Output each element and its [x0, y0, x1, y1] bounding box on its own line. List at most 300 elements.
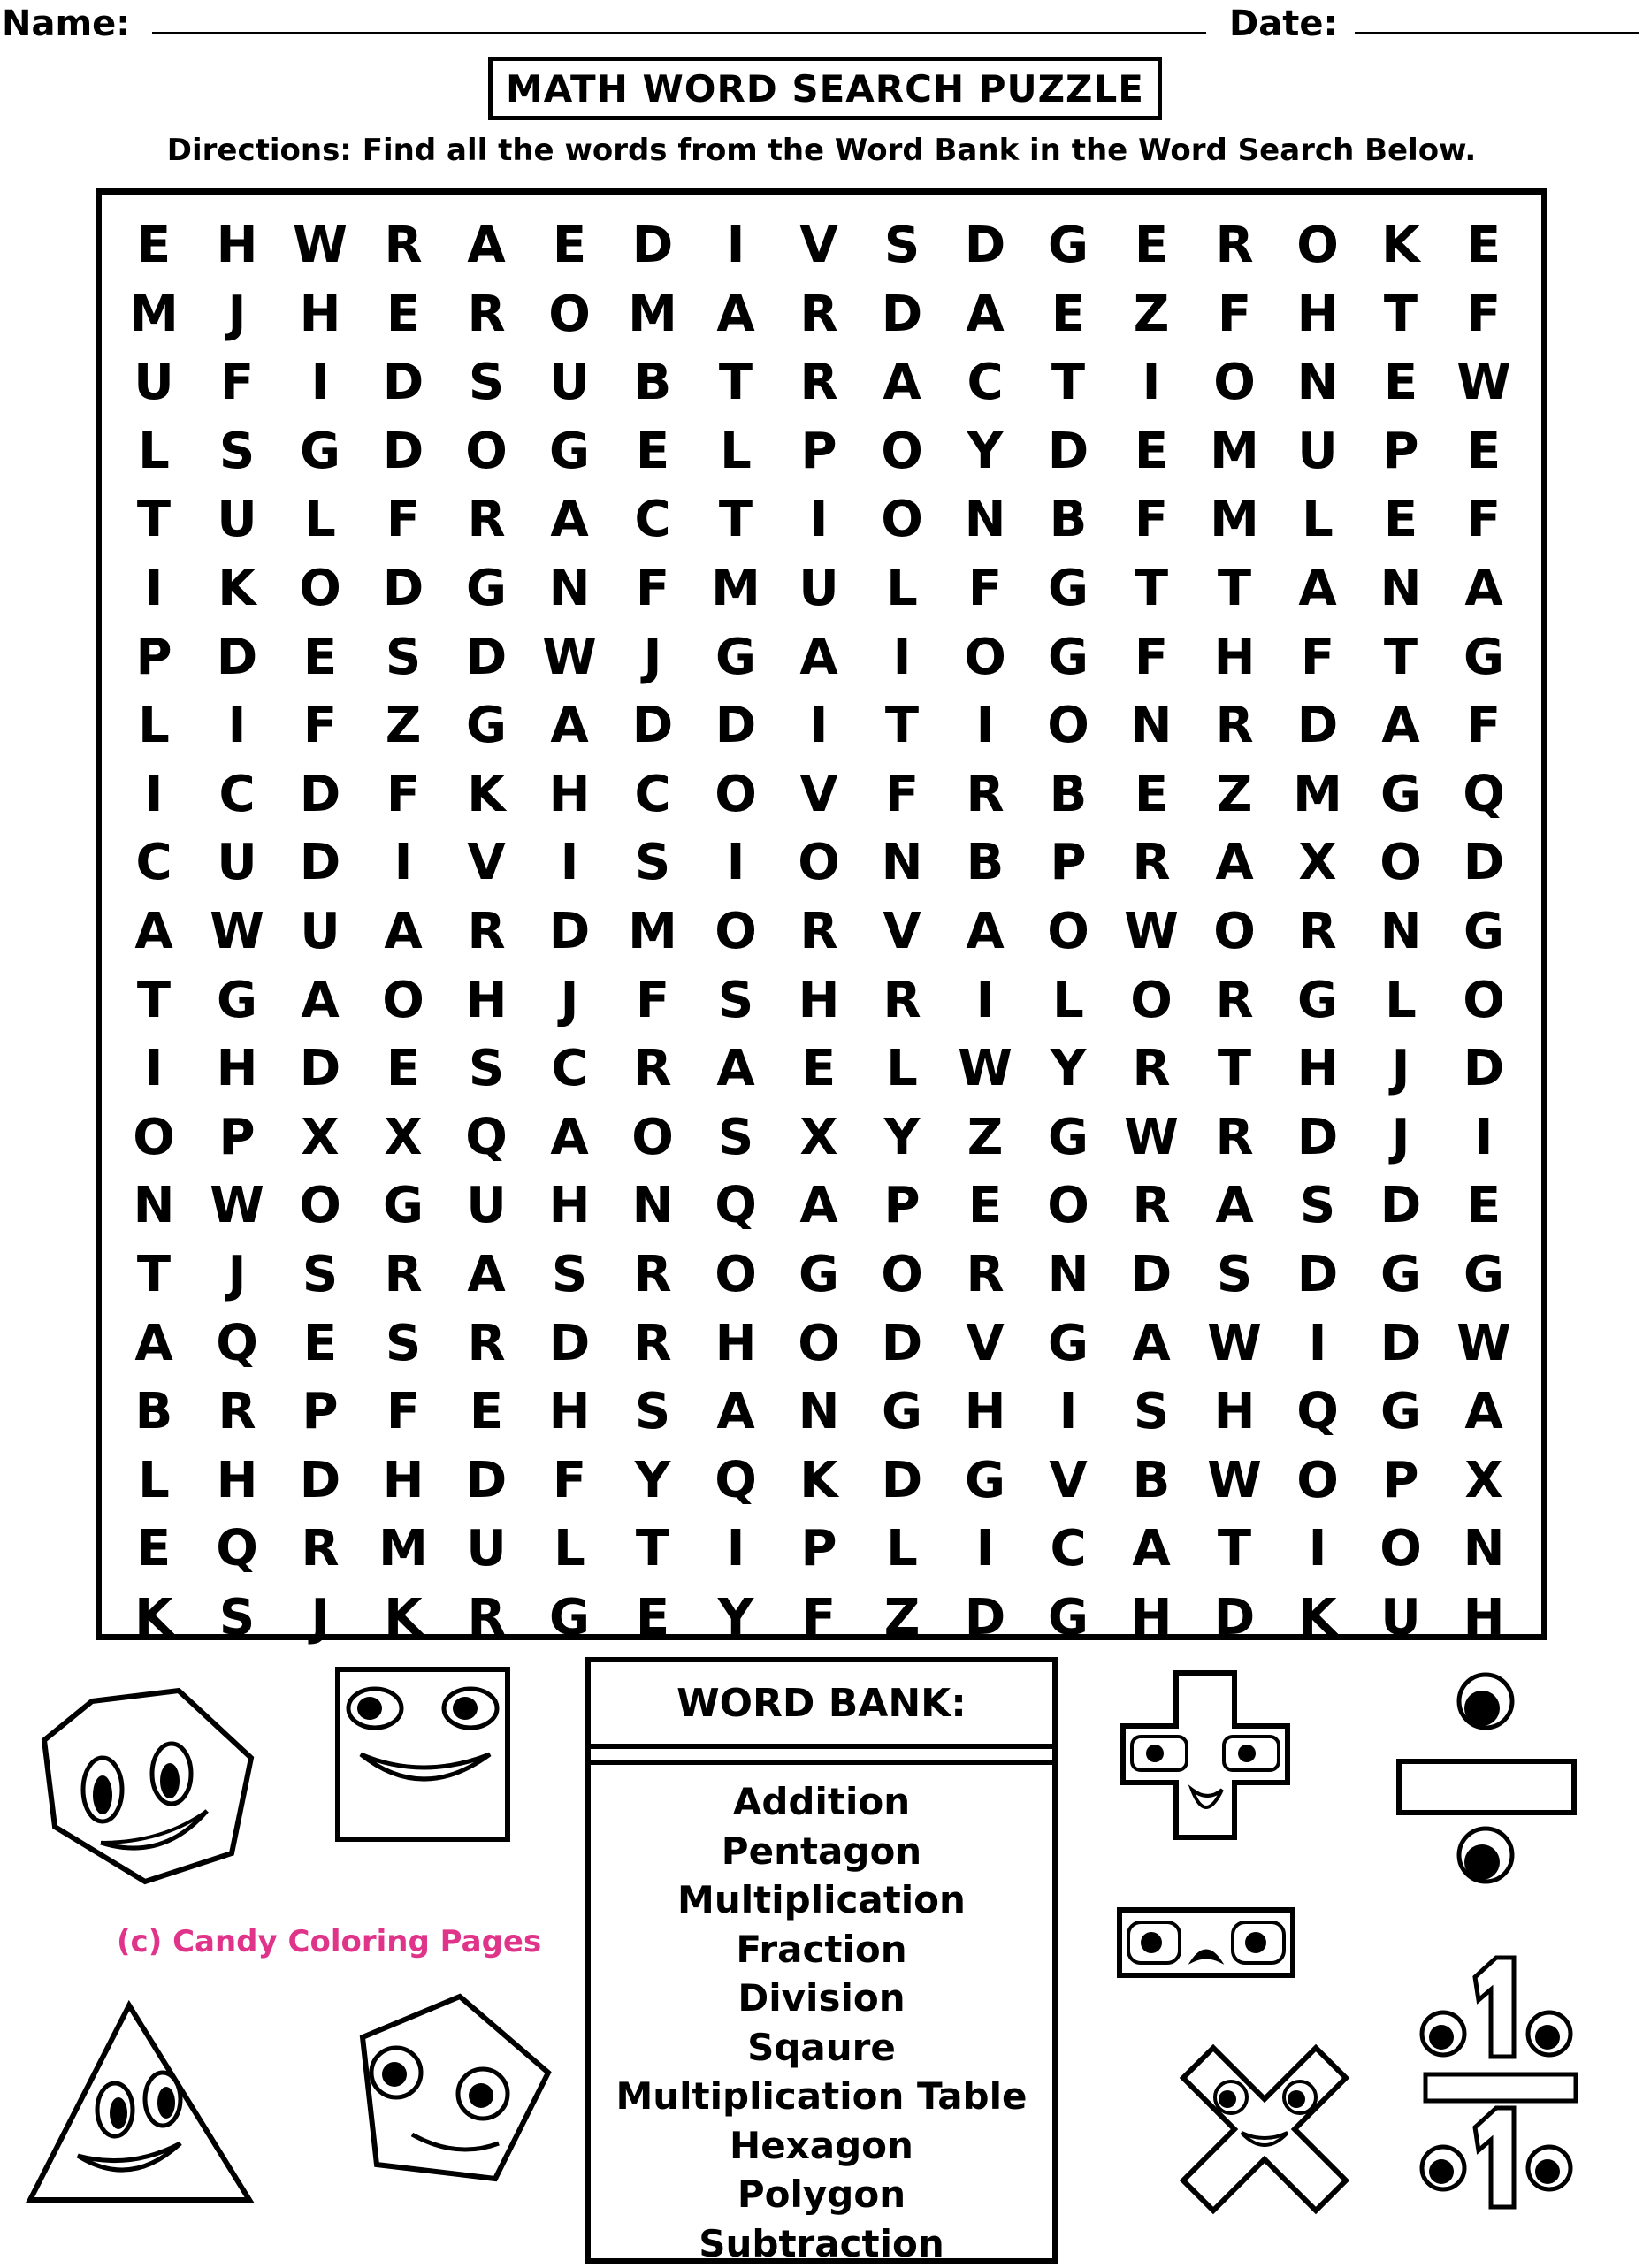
grid-letter[interactable]: F	[1277, 633, 1358, 683]
grid-letter[interactable]: N	[1111, 701, 1192, 751]
grid-letter[interactable]: D	[612, 221, 693, 271]
grid-letter[interactable]: T	[1360, 633, 1441, 683]
grid-letter[interactable]: E	[1443, 221, 1525, 271]
grid-letter[interactable]: A	[695, 1387, 776, 1437]
grid-letter[interactable]: A	[695, 290, 776, 340]
grid-letter[interactable]: O	[695, 907, 776, 957]
grid-letter[interactable]: M	[1194, 427, 1275, 477]
grid-letter[interactable]: D	[529, 1319, 610, 1369]
grid-letter[interactable]: G	[1028, 1593, 1109, 1643]
grid-letter[interactable]: D	[944, 1593, 1026, 1643]
grid-letter[interactable]: M	[113, 290, 195, 340]
grid-letter[interactable]: F	[363, 1387, 444, 1437]
grid-letter[interactable]: D	[363, 427, 444, 477]
grid-letter[interactable]: E	[113, 1524, 195, 1574]
grid-letter[interactable]: F	[529, 1456, 610, 1506]
grid-letter[interactable]: P	[1360, 427, 1441, 477]
grid-letter[interactable]: Y	[612, 1456, 693, 1506]
grid-letter[interactable]: D	[1360, 1319, 1441, 1369]
grid-letter[interactable]: C	[529, 1044, 610, 1094]
grid-letter[interactable]: B	[1111, 1456, 1192, 1506]
grid-letter[interactable]: U	[446, 1524, 527, 1574]
grid-letter[interactable]: E	[778, 1044, 860, 1094]
grid-letter[interactable]: S	[1111, 1387, 1192, 1437]
grid-letter[interactable]: S	[363, 633, 444, 683]
grid-letter[interactable]: R	[279, 1524, 361, 1574]
grid-letter[interactable]: K	[1360, 221, 1441, 271]
grid-letter[interactable]: D	[1443, 1044, 1525, 1094]
grid-letter[interactable]: F	[612, 976, 693, 1026]
grid-letter[interactable]: J	[1360, 1113, 1441, 1163]
grid-letter[interactable]: H	[1111, 1593, 1192, 1643]
grid-letter[interactable]: H	[1194, 1387, 1275, 1437]
grid-letter[interactable]: Y	[695, 1593, 776, 1643]
grid-letter[interactable]: W	[196, 1181, 278, 1231]
grid-letter[interactable]: E	[1443, 427, 1525, 477]
grid-letter[interactable]: L	[861, 1524, 943, 1574]
grid-letter[interactable]: P	[778, 1524, 860, 1574]
grid-letter[interactable]: J	[1360, 1044, 1441, 1094]
grid-letter[interactable]: I	[944, 701, 1026, 751]
grid-letter[interactable]: R	[778, 907, 860, 957]
grid-letter[interactable]: Z	[363, 701, 444, 751]
grid-letter[interactable]: F	[612, 564, 693, 614]
grid-letter[interactable]: L	[113, 701, 195, 751]
grid-letter[interactable]: R	[1194, 976, 1275, 1026]
grid-letter[interactable]: S	[196, 1593, 278, 1643]
grid-letter[interactable]: E	[1028, 290, 1109, 340]
grid-letter[interactable]: Q	[196, 1524, 278, 1574]
grid-letter[interactable]: E	[279, 633, 361, 683]
grid-letter[interactable]: L	[1028, 976, 1109, 1026]
grid-letter[interactable]: Z	[1111, 290, 1192, 340]
grid-letter[interactable]: F	[363, 495, 444, 545]
grid-letter[interactable]: S	[612, 838, 693, 888]
grid-letter[interactable]: F	[196, 358, 278, 408]
grid-letter[interactable]: H	[1277, 290, 1358, 340]
grid-letter[interactable]: L	[113, 1456, 195, 1506]
grid-letter[interactable]: A	[1360, 701, 1441, 751]
grid-letter[interactable]: J	[529, 976, 610, 1026]
grid-letter[interactable]: I	[1443, 1113, 1525, 1163]
grid-letter[interactable]: S	[446, 1044, 527, 1094]
grid-letter[interactable]: O	[861, 427, 943, 477]
grid-letter[interactable]: H	[529, 770, 610, 820]
grid-letter[interactable]: X	[778, 1113, 860, 1163]
grid-letter[interactable]: O	[861, 1250, 943, 1300]
grid-letter[interactable]: A	[1111, 1524, 1192, 1574]
grid-letter[interactable]: N	[944, 495, 1026, 545]
grid-letter[interactable]: B	[612, 358, 693, 408]
grid-letter[interactable]: P	[1360, 1456, 1441, 1506]
grid-letter[interactable]: V	[778, 770, 860, 820]
grid-letter[interactable]: L	[113, 427, 195, 477]
grid-letter[interactable]: E	[1111, 427, 1192, 477]
grid-letter[interactable]: E	[1360, 495, 1441, 545]
grid-letter[interactable]: R	[446, 1593, 527, 1643]
grid-letter[interactable]: T	[695, 358, 776, 408]
grid-letter[interactable]: F	[1443, 495, 1525, 545]
grid-letter[interactable]: V	[778, 221, 860, 271]
grid-letter[interactable]: O	[1194, 907, 1275, 957]
grid-letter[interactable]: I	[861, 633, 943, 683]
grid-letter[interactable]: O	[279, 564, 361, 614]
grid-letter[interactable]: R	[363, 221, 444, 271]
grid-letter[interactable]: D	[1277, 701, 1358, 751]
grid-letter[interactable]: I	[279, 358, 361, 408]
grid-letter[interactable]: U	[279, 907, 361, 957]
grid-letter[interactable]: O	[363, 976, 444, 1026]
grid-letter[interactable]: R	[944, 1250, 1026, 1300]
grid-letter[interactable]: H	[1443, 1593, 1525, 1643]
grid-letter[interactable]: N	[612, 1181, 693, 1231]
grid-letter[interactable]: G	[1360, 770, 1441, 820]
grid-letter[interactable]: O	[1277, 221, 1358, 271]
grid-letter[interactable]: F	[1194, 290, 1275, 340]
grid-letter[interactable]: H	[695, 1319, 776, 1369]
grid-letter[interactable]: T	[1028, 358, 1109, 408]
grid-letter[interactable]: H	[778, 976, 860, 1026]
grid-letter[interactable]: Y	[944, 427, 1026, 477]
grid-letter[interactable]: B	[113, 1387, 195, 1437]
grid-letter[interactable]: K	[363, 1593, 444, 1643]
grid-letter[interactable]: A	[778, 1181, 860, 1231]
grid-letter[interactable]: O	[695, 1250, 776, 1300]
grid-letter[interactable]: B	[1028, 495, 1109, 545]
grid-letter[interactable]: G	[446, 701, 527, 751]
grid-letter[interactable]: I	[113, 564, 195, 614]
grid-letter[interactable]: D	[446, 1456, 527, 1506]
grid-letter[interactable]: R	[612, 1319, 693, 1369]
grid-letter[interactable]: Z	[1194, 770, 1275, 820]
grid-letter[interactable]: G	[196, 976, 278, 1026]
grid-letter[interactable]: N	[1028, 1250, 1109, 1300]
grid-letter[interactable]: G	[778, 1250, 860, 1300]
grid-letter[interactable]: Q	[196, 1319, 278, 1369]
grid-letter[interactable]: Z	[861, 1593, 943, 1643]
grid-letter[interactable]: I	[1277, 1319, 1358, 1369]
grid-letter[interactable]: I	[1111, 358, 1192, 408]
grid-letter[interactable]: T	[1194, 1524, 1275, 1574]
grid-letter[interactable]: D	[1360, 1181, 1441, 1231]
grid-letter[interactable]: O	[279, 1181, 361, 1231]
grid-letter[interactable]: D	[1443, 838, 1525, 888]
grid-letter[interactable]: Y	[861, 1113, 943, 1163]
grid-letter[interactable]: D	[695, 701, 776, 751]
grid-letter[interactable]: A	[113, 1319, 195, 1369]
grid-letter[interactable]: R	[363, 1250, 444, 1300]
grid-letter[interactable]: T	[113, 976, 195, 1026]
grid-letter[interactable]: M	[612, 907, 693, 957]
grid-letter[interactable]: U	[196, 838, 278, 888]
grid-letter[interactable]: V	[861, 907, 943, 957]
grid-letter[interactable]: G	[1360, 1387, 1441, 1437]
grid-letter[interactable]: A	[529, 1113, 610, 1163]
grid-letter[interactable]: K	[113, 1593, 195, 1643]
grid-letter[interactable]: H	[196, 1456, 278, 1506]
grid-letter[interactable]: N	[113, 1181, 195, 1231]
grid-letter[interactable]: I	[1277, 1524, 1358, 1574]
grid-letter[interactable]: O	[1028, 1181, 1109, 1231]
grid-letter[interactable]: R	[1277, 907, 1358, 957]
grid-letter[interactable]: N	[1360, 564, 1441, 614]
grid-letter[interactable]: T	[113, 1250, 195, 1300]
grid-letter[interactable]: N	[1443, 1524, 1525, 1574]
grid-letter[interactable]: O	[944, 633, 1026, 683]
grid-letter[interactable]: O	[1028, 701, 1109, 751]
grid-letter[interactable]: F	[1443, 701, 1525, 751]
grid-letter[interactable]: I	[778, 701, 860, 751]
grid-letter[interactable]: H	[446, 976, 527, 1026]
grid-letter[interactable]: R	[1194, 1113, 1275, 1163]
grid-letter[interactable]: R	[1111, 838, 1192, 888]
grid-letter[interactable]: P	[113, 633, 195, 683]
grid-letter[interactable]: R	[446, 907, 527, 957]
grid-letter[interactable]: E	[1111, 221, 1192, 271]
grid-letter[interactable]: R	[1194, 701, 1275, 751]
grid-letter[interactable]: O	[1277, 1456, 1358, 1506]
grid-letter[interactable]: R	[778, 290, 860, 340]
grid-letter[interactable]: L	[695, 427, 776, 477]
grid-letter[interactable]: R	[446, 1319, 527, 1369]
grid-letter[interactable]: D	[279, 1044, 361, 1094]
grid-letter[interactable]: F	[1443, 290, 1525, 340]
grid-letter[interactable]: S	[363, 1319, 444, 1369]
grid-letter[interactable]: N	[861, 838, 943, 888]
grid-letter[interactable]: O	[778, 1319, 860, 1369]
grid-letter[interactable]: R	[1194, 221, 1275, 271]
grid-letter[interactable]: W	[196, 907, 278, 957]
grid-letter[interactable]: G	[363, 1181, 444, 1231]
grid-letter[interactable]: D	[279, 770, 361, 820]
grid-letter[interactable]: G	[1028, 633, 1109, 683]
grid-letter[interactable]: U	[196, 495, 278, 545]
grid-letter[interactable]: H	[529, 1387, 610, 1437]
grid-letter[interactable]: Q	[1277, 1387, 1358, 1437]
grid-letter[interactable]: P	[778, 427, 860, 477]
grid-letter[interactable]: T	[1111, 564, 1192, 614]
grid-letter[interactable]: G	[529, 427, 610, 477]
grid-letter[interactable]: G	[1028, 564, 1109, 614]
grid-letter[interactable]: A	[529, 701, 610, 751]
grid-letter[interactable]: I	[529, 838, 610, 888]
grid-letter[interactable]: R	[446, 290, 527, 340]
grid-letter[interactable]: A	[1277, 564, 1358, 614]
grid-letter[interactable]: G	[1443, 633, 1525, 683]
grid-letter[interactable]: J	[279, 1593, 361, 1643]
grid-letter[interactable]: K	[446, 770, 527, 820]
grid-letter[interactable]: X	[363, 1113, 444, 1163]
grid-letter[interactable]: R	[1111, 1044, 1192, 1094]
grid-letter[interactable]: H	[279, 290, 361, 340]
grid-letter[interactable]: G	[695, 633, 776, 683]
grid-letter[interactable]: A	[363, 907, 444, 957]
grid-letter[interactable]: G	[1028, 1319, 1109, 1369]
grid-letter[interactable]: T	[695, 495, 776, 545]
grid-letter[interactable]: H	[363, 1456, 444, 1506]
grid-letter[interactable]: P	[1028, 838, 1109, 888]
grid-letter[interactable]: C	[1028, 1524, 1109, 1574]
grid-letter[interactable]: M	[695, 564, 776, 614]
grid-letter[interactable]: A	[1443, 564, 1525, 614]
grid-letter[interactable]: D	[1194, 1593, 1275, 1643]
grid-letter[interactable]: S	[446, 358, 527, 408]
grid-letter[interactable]: R	[612, 1250, 693, 1300]
grid-letter[interactable]: I	[695, 838, 776, 888]
grid-letter[interactable]: E	[363, 290, 444, 340]
grid-letter[interactable]: Y	[1028, 1044, 1109, 1094]
grid-letter[interactable]: A	[861, 358, 943, 408]
grid-letter[interactable]: S	[279, 1250, 361, 1300]
grid-letter[interactable]: A	[279, 976, 361, 1026]
grid-letter[interactable]: S	[196, 427, 278, 477]
grid-letter[interactable]: E	[1111, 770, 1192, 820]
grid-letter[interactable]: W	[1194, 1456, 1275, 1506]
grid-letter[interactable]: E	[279, 1319, 361, 1369]
grid-letter[interactable]: D	[446, 633, 527, 683]
grid-letter[interactable]: H	[1277, 1044, 1358, 1094]
grid-letter[interactable]: O	[113, 1113, 195, 1163]
grid-letter[interactable]: R	[944, 770, 1026, 820]
grid-letter[interactable]: Z	[944, 1113, 1026, 1163]
grid-letter[interactable]: M	[1277, 770, 1358, 820]
grid-letter[interactable]: O	[1194, 358, 1275, 408]
grid-letter[interactable]: I	[113, 770, 195, 820]
grid-letter[interactable]: F	[778, 1593, 860, 1643]
grid-letter[interactable]: O	[1111, 976, 1192, 1026]
grid-letter[interactable]: R	[446, 495, 527, 545]
grid-letter[interactable]: A	[529, 495, 610, 545]
grid-letter[interactable]: B	[944, 838, 1026, 888]
grid-letter[interactable]: T	[861, 701, 943, 751]
grid-letter[interactable]: X	[1277, 838, 1358, 888]
grid-letter[interactable]: F	[861, 770, 943, 820]
grid-letter[interactable]: X	[1443, 1456, 1525, 1506]
grid-letter[interactable]: U	[446, 1181, 527, 1231]
grid-letter[interactable]: S	[612, 1387, 693, 1437]
grid-letter[interactable]: T	[1194, 1044, 1275, 1094]
grid-letter[interactable]: O	[529, 290, 610, 340]
grid-letter[interactable]: F	[1111, 495, 1192, 545]
grid-letter[interactable]: G	[279, 427, 361, 477]
grid-letter[interactable]: A	[944, 907, 1026, 957]
grid-letter[interactable]: O	[1360, 838, 1441, 888]
grid-letter[interactable]: A	[1194, 1181, 1275, 1231]
grid-letter[interactable]: L	[279, 495, 361, 545]
grid-letter[interactable]: E	[612, 1593, 693, 1643]
grid-letter[interactable]: M	[1194, 495, 1275, 545]
grid-letter[interactable]: U	[778, 564, 860, 614]
grid-letter[interactable]: G	[529, 1593, 610, 1643]
grid-letter[interactable]: E	[944, 1181, 1026, 1231]
grid-letter[interactable]: N	[1277, 358, 1358, 408]
grid-letter[interactable]: D	[363, 564, 444, 614]
grid-letter[interactable]: L	[529, 1524, 610, 1574]
grid-letter[interactable]: C	[612, 495, 693, 545]
grid-letter[interactable]: Q	[695, 1181, 776, 1231]
grid-letter[interactable]: O	[778, 838, 860, 888]
grid-letter[interactable]: H	[1194, 633, 1275, 683]
grid-letter[interactable]: D	[1277, 1113, 1358, 1163]
grid-letter[interactable]: Q	[695, 1456, 776, 1506]
grid-letter[interactable]: S	[529, 1250, 610, 1300]
grid-letter[interactable]: S	[1277, 1181, 1358, 1231]
grid-letter[interactable]: J	[612, 633, 693, 683]
grid-letter[interactable]: V	[446, 838, 527, 888]
grid-letter[interactable]: E	[612, 427, 693, 477]
grid-letter[interactable]: G	[1443, 1250, 1525, 1300]
grid-letter[interactable]: O	[695, 770, 776, 820]
grid-letter[interactable]: Q	[1443, 770, 1525, 820]
grid-letter[interactable]: A	[944, 290, 1026, 340]
grid-letter[interactable]: C	[944, 358, 1026, 408]
grid-letter[interactable]: D	[196, 633, 278, 683]
grid-letter[interactable]: O	[446, 427, 527, 477]
grid-letter[interactable]: O	[1443, 976, 1525, 1026]
grid-letter[interactable]: A	[446, 221, 527, 271]
grid-letter[interactable]: D	[861, 1456, 943, 1506]
grid-letter[interactable]: D	[1111, 1250, 1192, 1300]
grid-letter[interactable]: I	[363, 838, 444, 888]
grid-letter[interactable]: U	[1360, 1593, 1441, 1643]
grid-letter[interactable]: R	[861, 976, 943, 1026]
grid-letter[interactable]: F	[363, 770, 444, 820]
grid-letter[interactable]: A	[695, 1044, 776, 1094]
grid-letter[interactable]: T	[612, 1524, 693, 1574]
grid-letter[interactable]: U	[1277, 427, 1358, 477]
grid-letter[interactable]: J	[196, 1250, 278, 1300]
grid-letter[interactable]: D	[1028, 427, 1109, 477]
grid-letter[interactable]: M	[363, 1524, 444, 1574]
grid-letter[interactable]: W	[1111, 1113, 1192, 1163]
grid-letter[interactable]: I	[944, 1524, 1026, 1574]
grid-letter[interactable]: C	[196, 770, 278, 820]
grid-letter[interactable]: W	[279, 221, 361, 271]
grid-letter[interactable]: D	[279, 838, 361, 888]
grid-letter[interactable]: P	[196, 1113, 278, 1163]
grid-letter[interactable]: R	[778, 358, 860, 408]
grid-letter[interactable]: I	[113, 1044, 195, 1094]
grid-letter[interactable]: T	[113, 495, 195, 545]
grid-letter[interactable]: W	[944, 1044, 1026, 1094]
grid-letter[interactable]: H	[196, 221, 278, 271]
grid-letter[interactable]: S	[861, 221, 943, 271]
grid-letter[interactable]: D	[1277, 1250, 1358, 1300]
grid-letter[interactable]: O	[861, 495, 943, 545]
grid-letter[interactable]: S	[695, 1113, 776, 1163]
grid-letter[interactable]: G	[1028, 221, 1109, 271]
grid-letter[interactable]: A	[778, 633, 860, 683]
grid-letter[interactable]: E	[363, 1044, 444, 1094]
grid-letter[interactable]: W	[1194, 1319, 1275, 1369]
grid-letter[interactable]: D	[944, 221, 1026, 271]
grid-letter[interactable]: N	[1360, 907, 1441, 957]
grid-letter[interactable]: N	[529, 564, 610, 614]
grid-letter[interactable]: E	[113, 221, 195, 271]
grid-letter[interactable]: F	[944, 564, 1026, 614]
grid-letter[interactable]: A	[446, 1250, 527, 1300]
grid-letter[interactable]: G	[861, 1387, 943, 1437]
grid-letter[interactable]: G	[446, 564, 527, 614]
grid-letter[interactable]: H	[196, 1044, 278, 1094]
grid-letter[interactable]: I	[944, 976, 1026, 1026]
grid-letter[interactable]: K	[196, 564, 278, 614]
grid-letter[interactable]: F	[279, 701, 361, 751]
grid-letter[interactable]: D	[363, 358, 444, 408]
grid-letter[interactable]: A	[1443, 1387, 1525, 1437]
grid-letter[interactable]: O	[612, 1113, 693, 1163]
grid-letter[interactable]: W	[529, 633, 610, 683]
